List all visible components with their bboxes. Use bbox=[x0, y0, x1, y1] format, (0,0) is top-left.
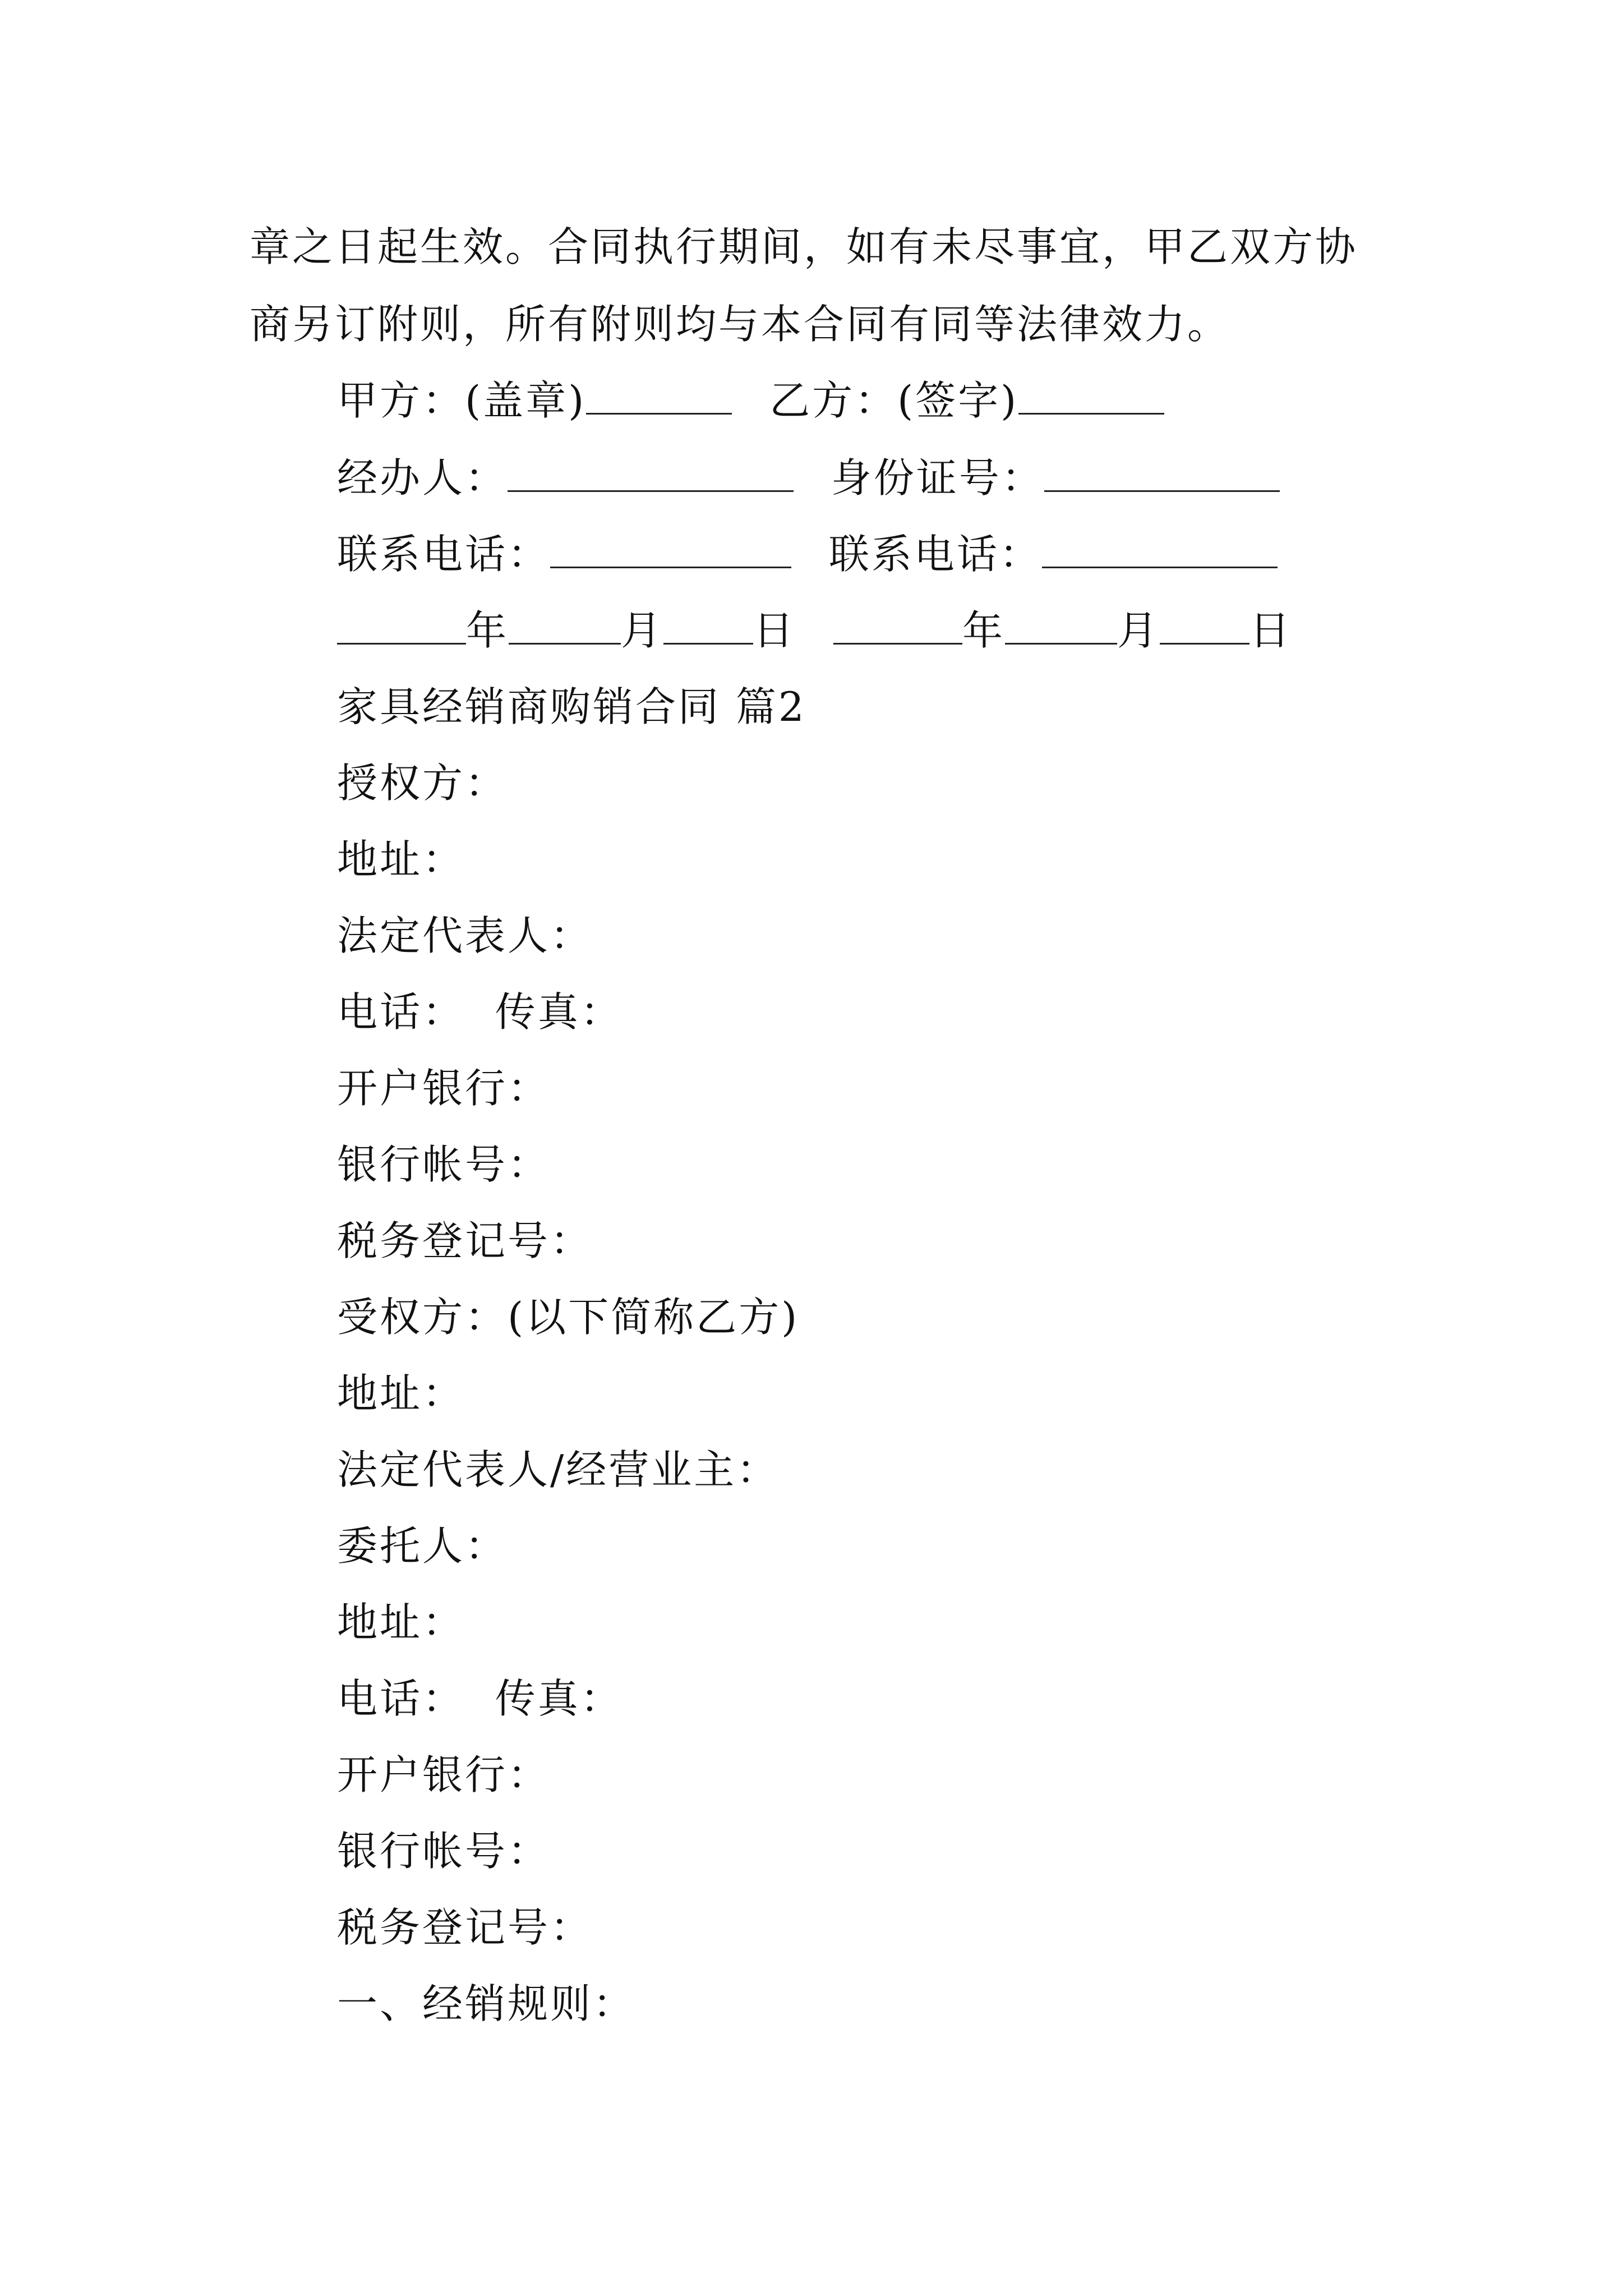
month-label-a: 月 bbox=[621, 607, 664, 654]
grantor-field: 地址： bbox=[337, 836, 465, 883]
grantee-field: 受权方：(以下简称乙方) bbox=[337, 1294, 800, 1341]
month-blank-b[interactable] bbox=[1005, 610, 1117, 645]
grantee-field: 委托人： bbox=[337, 1522, 508, 1570]
phone-label-a: 联系电话： bbox=[337, 531, 551, 578]
grantee-field: 开户银行： bbox=[337, 1751, 551, 1798]
year-label-a: 年 bbox=[466, 607, 509, 654]
grantor-field: 法定代表人： bbox=[337, 912, 593, 959]
grantee-field: 电话： 传真： bbox=[337, 1675, 623, 1722]
year-label-b: 年 bbox=[962, 607, 1005, 654]
phone-a-blank[interactable] bbox=[550, 534, 791, 568]
phone-b-blank[interactable] bbox=[1042, 534, 1278, 568]
grantee-field: 地址： bbox=[337, 1370, 465, 1417]
grantee-field: 银行帐号： bbox=[337, 1828, 551, 1875]
grantor-field: 税务登记号： bbox=[337, 1217, 593, 1264]
grantee-field: 税务登记号： bbox=[337, 1904, 593, 1951]
grantor-field: 授权方： bbox=[337, 760, 508, 807]
day-blank-b[interactable] bbox=[1160, 610, 1249, 645]
agent-blank[interactable] bbox=[508, 458, 794, 492]
id-number-blank[interactable] bbox=[1044, 458, 1280, 492]
day-label-a: 日 bbox=[753, 607, 796, 654]
grantee-field: 法定代表人/经营业主： bbox=[337, 1446, 780, 1493]
year-blank-a[interactable] bbox=[337, 610, 466, 645]
grantor-field: 开户银行： bbox=[337, 1065, 551, 1112]
date-row bbox=[337, 602, 1292, 659]
month-blank-a[interactable] bbox=[509, 610, 621, 645]
month-label-b: 月 bbox=[1117, 607, 1160, 654]
agent-row bbox=[337, 450, 1280, 506]
phone-label-b: 联系电话： bbox=[828, 531, 1042, 578]
id-number-label: 身份证号： bbox=[831, 454, 1044, 501]
agent-label: 经办人： bbox=[337, 454, 508, 501]
day-label-b: 日 bbox=[1249, 607, 1292, 654]
party-b-label: 乙方：(签字) bbox=[769, 377, 1019, 424]
intro-paragraph-line-2: 商另订附则，所有附则均与本合同有同等法律效力。 bbox=[250, 301, 1230, 348]
section-heading: 家具经销商购销合同 篇2 bbox=[337, 683, 806, 730]
day-blank-a[interactable] bbox=[663, 610, 753, 645]
clause-heading: 一、经销规则： bbox=[337, 1980, 636, 2027]
intro-paragraph-line-1: 章之日起生效。合同执行期间，如有未尽事宜，甲乙双方协 bbox=[250, 223, 1358, 270]
year-blank-b[interactable] bbox=[833, 610, 962, 645]
phone-row bbox=[337, 526, 1278, 582]
party-a-label: 甲方：(盖章) bbox=[337, 377, 587, 424]
grantee-field: 地址： bbox=[337, 1599, 465, 1646]
party-a-blank[interactable] bbox=[586, 380, 732, 415]
grantor-field: 银行帐号： bbox=[337, 1141, 551, 1188]
party-b-blank[interactable] bbox=[1018, 380, 1164, 415]
party-signature-row bbox=[337, 372, 1164, 429]
grantor-field: 电话： 传真： bbox=[337, 988, 623, 1036]
